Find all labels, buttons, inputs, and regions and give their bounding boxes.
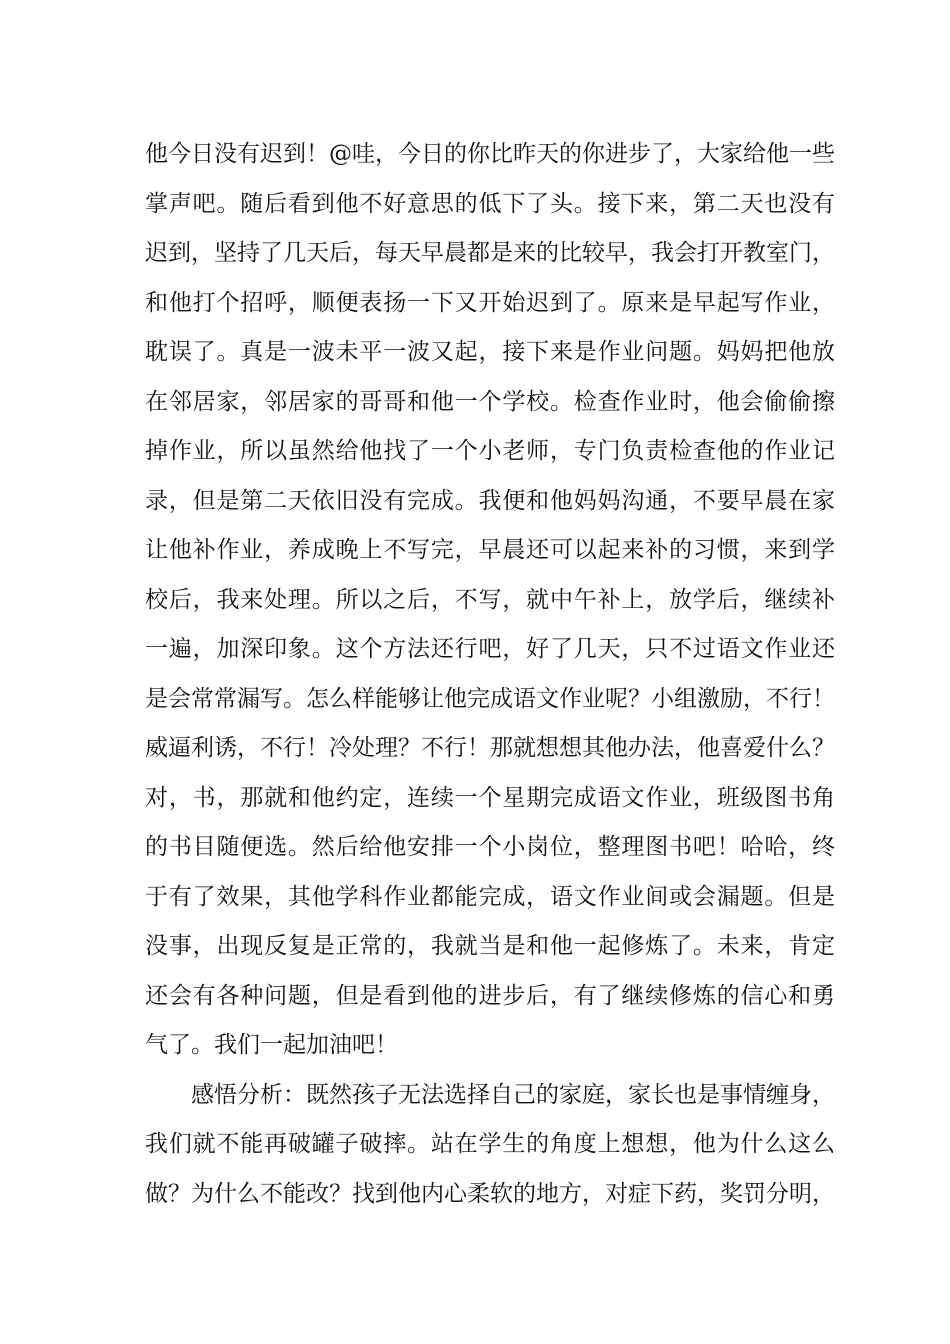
text-line: 在邻居家，邻居家的哥哥和他一个学校。检查作业时，他会偷偷擦 — [145, 388, 835, 415]
paragraph-first-line: 感悟分析：既然孩子无法选择自己的家庭，家长也是事情缠身， — [191, 1081, 835, 1108]
text-line: 迟到，坚持了几天后，每天早晨都是来的比较早，我会打开教室门， — [145, 240, 835, 266]
text-line: 掌声吧。随后看到他不好意思的低下了头。接下来，第二天也没有 — [145, 190, 835, 217]
text-line: 录，但是第二天依旧没有完成。我便和他妈妈沟通，不要早晨在家 — [145, 487, 835, 514]
text-line: 是会常常漏写。怎么样能够让他完成语文作业呢？小组激励，不行！ — [145, 685, 835, 712]
text-line: 和他打个招呼，顺便表扬一下又开始迟到了。原来是早起写作业， — [145, 289, 835, 316]
paragraph-last-line: 气了。我们一起加油吧！ — [145, 1032, 398, 1058]
text-line: 耽误了。真是一波未平一波又起，接下来是作业问题。妈妈把他放 — [145, 339, 835, 365]
text-line: 对，书，那就和他约定，连续一个星期完成语文作业，班级图书角 — [145, 784, 835, 811]
text-line: 威逼利诱，不行！冷处理？不行！那就想想其他办法，他喜爱什么？ — [145, 735, 835, 761]
text-line: 没事，出现反复是正常的，我就当是和他一起修炼了。未来，肯定 — [145, 933, 835, 959]
text-line: 还会有各种问题，但是看到他的进步后，有了继续修炼的信心和勇 — [145, 982, 835, 1009]
text-line: 我们就不能再破罐子破摔。站在学生的角度上想想，他为什么这么 — [145, 1131, 835, 1157]
text-line: 掉作业，所以虽然给他找了一个小老师，专门负责检查他的作业记 — [145, 438, 835, 464]
text-line: 做？为什么不能改？找到他内心柔软的地方，对症下药，奖罚分明， — [145, 1180, 835, 1207]
text-line: 校后，我来处理。所以之后，不写，就中午补上，放学后，继续补 — [145, 586, 835, 613]
text-line: 的书目随便选。然后给他安排一个小岗位，整理图书吧！哈哈，终 — [145, 834, 835, 860]
text-line: 让他补作业，养成晚上不写完，早晨还可以起来补的习惯，来到学 — [145, 537, 835, 563]
text-line: 一遍，加深印象。这个方法还行吧，好了几天，只不过语文作业还 — [145, 636, 835, 662]
document-body — [145, 130, 835, 1219]
text-line: 于有了效果，其他学科作业都能完成，语文作业间或会漏题。但是 — [145, 883, 835, 910]
text-line: 他今日没有迟到！@哇，今日的你比昨天的你进步了，大家给他一些 — [145, 141, 835, 167]
